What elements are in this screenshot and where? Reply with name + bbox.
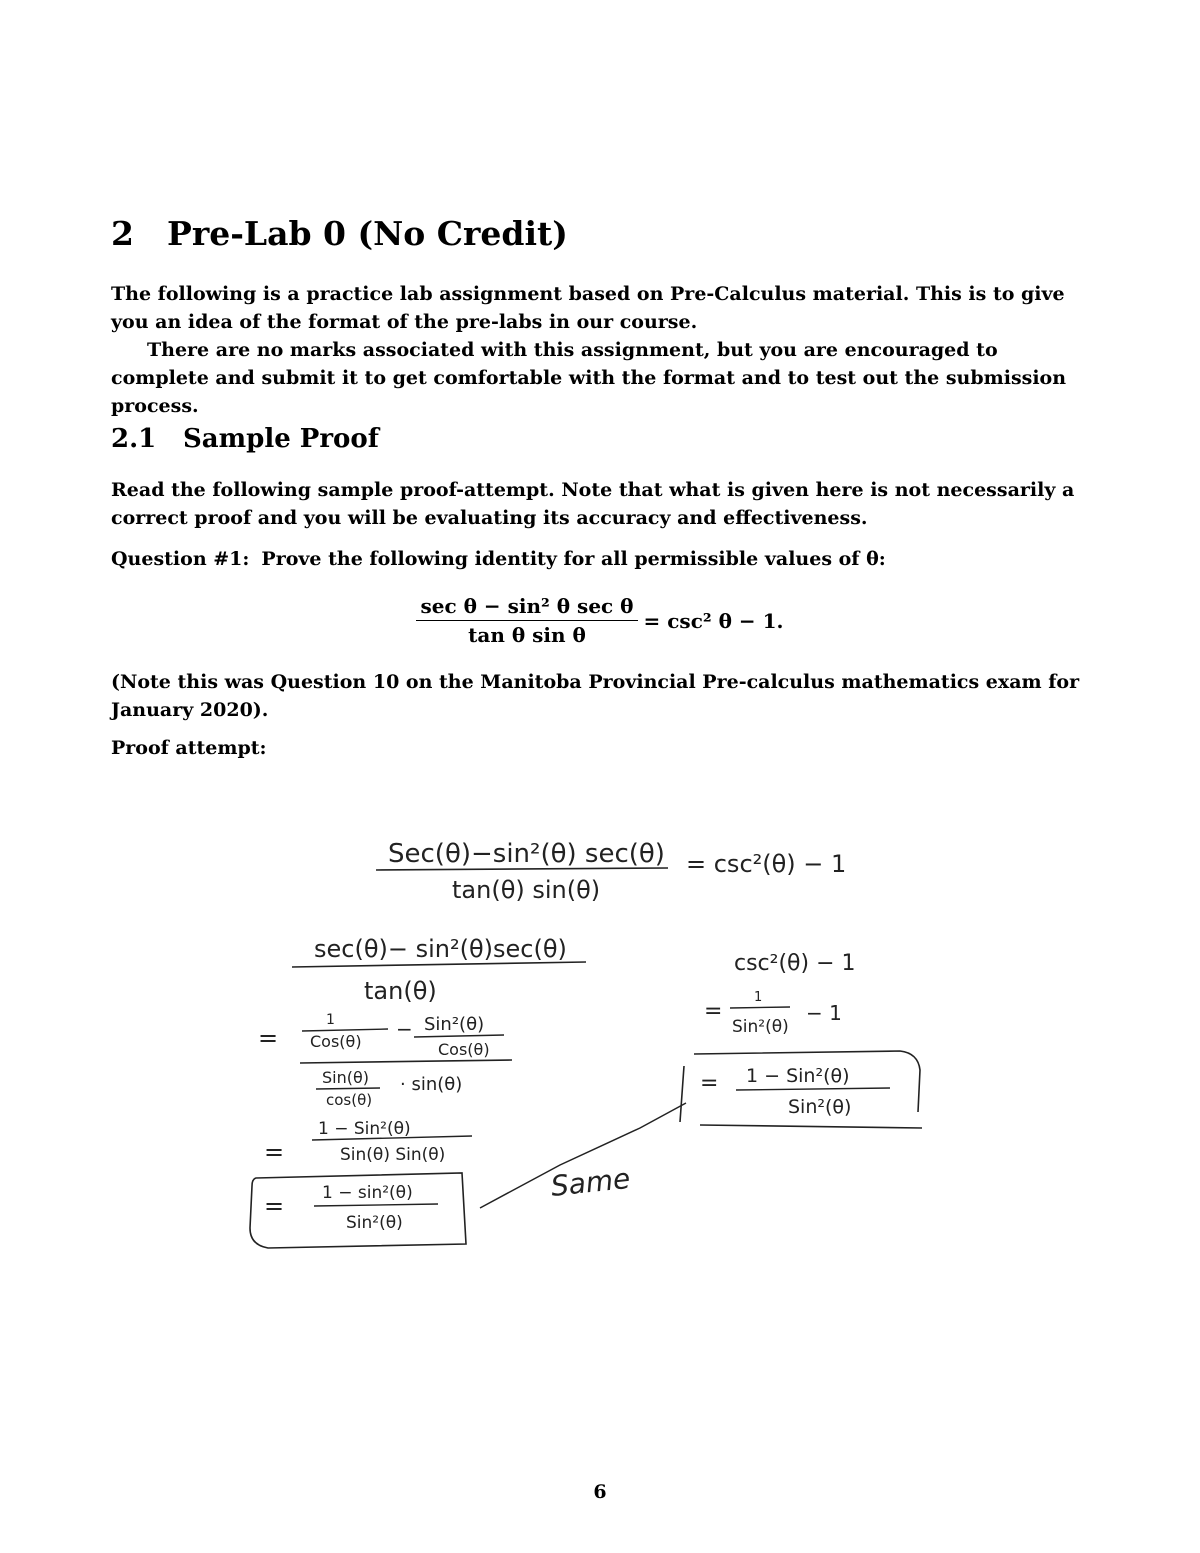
identity-numerator: sec θ − sin² θ sec θ bbox=[416, 594, 637, 621]
hw-right3-denominator: Sin²(θ) bbox=[788, 1096, 852, 1118]
question-label: Question #1: bbox=[111, 548, 250, 570]
hw-left2-dot-sin: · sin(θ) bbox=[400, 1074, 463, 1095]
hw-top-rhs: = csc²(θ) − 1 bbox=[686, 850, 847, 878]
hw-left4-denominator: Sin²(θ) bbox=[346, 1213, 403, 1233]
hw-left3-equals: = bbox=[264, 1138, 285, 1166]
identity-denominator: tan θ sin θ bbox=[468, 623, 586, 647]
hw-left2-a-numerator: 1 bbox=[326, 1012, 335, 1028]
hw-right2-tail: − 1 bbox=[806, 1001, 842, 1025]
hw-left4-numerator: 1 − sin²(θ) bbox=[322, 1183, 413, 1203]
hw-left2-c-denominator: cos(θ) bbox=[326, 1091, 373, 1109]
hw-right2-bar bbox=[730, 1007, 790, 1008]
hw-left2-b-numerator: Sin²(θ) bbox=[424, 1014, 485, 1035]
hw-top-numerator: Sec(θ)−sin²(θ) sec(θ) bbox=[388, 839, 665, 869]
question-text: Prove the following identity for all permissible values of θ: bbox=[261, 548, 886, 570]
hw-right2-equals: = bbox=[704, 999, 723, 1024]
hw-right2-numerator: 1 bbox=[754, 990, 763, 1005]
hw-left2-a-denominator: Cos(θ) bbox=[310, 1032, 362, 1051]
hw-left2-b-denominator: Cos(θ) bbox=[438, 1040, 490, 1059]
hw-left2-c-numerator: Sin(θ) bbox=[322, 1068, 370, 1087]
subsection-title: Sample Proof bbox=[183, 424, 379, 454]
intro-paragraph-1: The following is a practice lab assignment based on Pre-Calculus material. This is to give you an idea of the format of the pre-labs in our course. bbox=[111, 283, 1065, 333]
hw-left4-equals: = bbox=[264, 1192, 285, 1220]
hw-left2-b-bar bbox=[414, 1035, 504, 1037]
hw-left2-minus: − bbox=[396, 1017, 413, 1041]
page-number: 6 bbox=[593, 1481, 607, 1503]
hw-top-denominator: tan(θ) sin(θ) bbox=[452, 876, 601, 904]
hw-same-label: Same bbox=[549, 1161, 632, 1203]
hw-left1-denominator: tan(θ) bbox=[364, 977, 437, 1005]
hw-left3-numerator: 1 − Sin²(θ) bbox=[318, 1119, 411, 1139]
hw-right1: csc²(θ) − 1 bbox=[734, 951, 856, 976]
hw-left1-numerator: sec(θ)− sin²(θ)sec(θ) bbox=[314, 935, 567, 963]
hw-right2-denominator: Sin²(θ) bbox=[732, 1017, 789, 1037]
hw-left3-denominator: Sin(θ) Sin(θ) bbox=[340, 1145, 446, 1165]
hw-left2-a-bar bbox=[302, 1029, 388, 1031]
section-number: 2 bbox=[111, 214, 134, 253]
note-paragraph: (Note this was Question 10 on the Manitoba Provincial Pre-calculus mathematics exam for January 2020). bbox=[111, 671, 1080, 721]
proof-attempt-label: Proof attempt: bbox=[111, 737, 267, 759]
hw-right3-numerator: 1 − Sin²(θ) bbox=[746, 1065, 850, 1087]
hw-right3-bar bbox=[736, 1088, 890, 1090]
section-title: Pre-Lab 0 (No Credit) bbox=[167, 214, 568, 253]
instructions-paragraph: Read the following sample proof-attempt. Note that what is given here is not necessarily a correct proof and you will be evaluating its accuracy and effectiveness. bbox=[111, 479, 1075, 529]
hw-left4-bar bbox=[314, 1204, 438, 1206]
hw-right3-equals: = bbox=[700, 1071, 719, 1096]
hw-left2-equals: = bbox=[258, 1024, 279, 1052]
hw-left2-c-bar bbox=[316, 1088, 380, 1089]
intro-paragraph-2: There are no marks associated with this assignment, but you are encouraged to complete and submit it to get comfortable with the format and to test out the submission process. bbox=[111, 339, 1067, 417]
identity-rhs: = csc² θ − 1. bbox=[643, 608, 784, 633]
hw-left2-main-bar bbox=[300, 1060, 512, 1063]
subsection-number: 2.1 bbox=[111, 424, 157, 454]
